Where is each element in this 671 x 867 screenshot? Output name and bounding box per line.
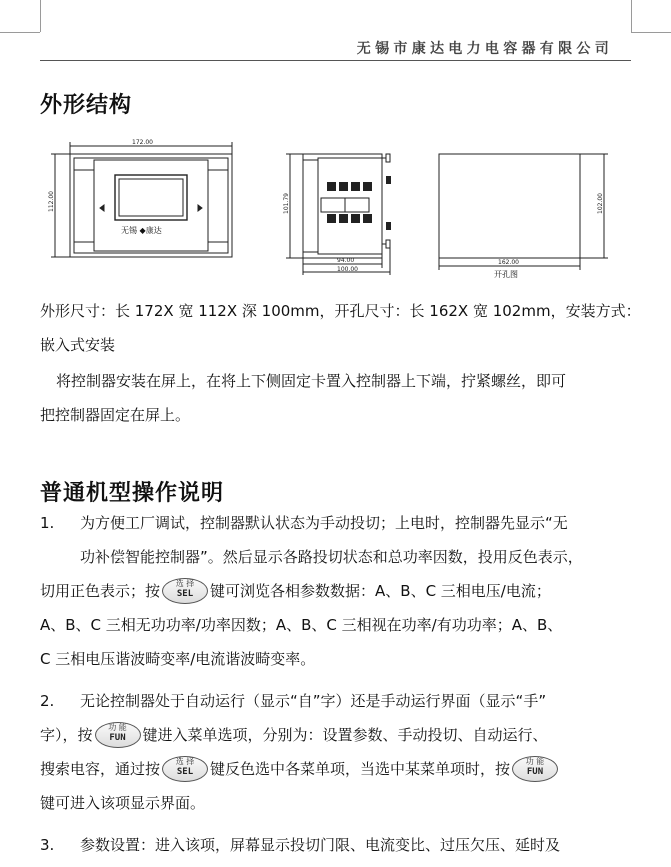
section-title-dimensions: 外形结构 <box>40 92 133 118</box>
cutout-caption: 开孔图 <box>494 270 518 279</box>
side-height-label: 101.79 <box>283 193 290 214</box>
crop-mark <box>631 32 671 33</box>
front-view-drawing <box>51 142 232 257</box>
cutout-height-label: 102.00 <box>597 193 604 214</box>
dimension-drawings <box>0 130 671 320</box>
fun-key-top-label: 功 能 <box>108 723 127 732</box>
text-line: 把控制器固定在屏上。 <box>40 406 191 424</box>
text-fragment: 搜索电容，通过按 <box>40 760 161 778</box>
text-line: 参数设置：进入该项，屏幕显示投切门限、电流变比、过压欠压、延时及 <box>80 836 561 854</box>
front-height-label: 112.00 <box>48 191 55 212</box>
text-line: A、B、C 三相无功功率/功率因数；A、B、C 三相视在功率/有功功率；A、B、 <box>40 616 563 634</box>
dimensions-paragraph <box>40 294 640 362</box>
sel-key-top-label: 选 择 <box>175 757 195 766</box>
sel-key-icon <box>162 578 208 604</box>
text-line: 键可进入该项显示界面。 <box>40 794 206 812</box>
list-number: 2. <box>40 692 55 710</box>
fun-key-icon <box>95 722 141 748</box>
text-fragment: 键反色选中各菜单项，当选中某菜单项时，按 <box>210 760 511 778</box>
text-fragment: 切用正色表示；按 <box>40 582 161 600</box>
cutout-width-label: 162.00 <box>498 259 519 266</box>
text-line: 功补偿智能控制器”。然后显示各路投切状态和总功率因数，投用反色表示， <box>80 548 583 566</box>
list-item <box>80 828 640 862</box>
text-line: 将控制器安装在屏上，在将上下侧固定卡置入控制器上下端，拧紧螺丝，即可 <box>56 372 567 390</box>
cutout-drawing <box>439 154 608 270</box>
company-header: 无锡市康达电力电容器有限公司 <box>356 41 613 57</box>
header-rule <box>40 60 631 61</box>
fun-key-bottom-label: FUN <box>109 733 126 743</box>
text-line: 无论控制器处于自动运行（显示“自”字）还是手动运行界面（显示“手” <box>80 692 547 710</box>
crop-mark <box>40 0 41 32</box>
text-line <box>40 752 640 786</box>
list-number: 3. <box>40 836 55 854</box>
sel-key-bottom-label: SEL <box>176 589 194 599</box>
fun-key-top-label: 功 能 <box>525 757 545 766</box>
text-fragment: 字），按 <box>40 726 93 744</box>
fun-key-icon <box>512 756 558 782</box>
list-item <box>40 506 640 676</box>
text-line: 为方便工厂调试，控制器默认状态为手动投切；上电时，控制器先显示“无 <box>80 514 568 532</box>
sel-key-icon <box>162 756 208 782</box>
text-line <box>40 574 640 608</box>
crop-mark <box>631 0 632 32</box>
fun-key-bottom-label: FUN <box>526 767 544 777</box>
side-depth1-label: 94.00 <box>337 257 355 264</box>
text-line <box>40 718 640 752</box>
front-logo-text: 无锡 ◆康达 <box>121 226 162 235</box>
crop-mark <box>0 32 40 33</box>
text-line: 嵌入式安装 <box>40 336 116 354</box>
installation-paragraph <box>40 364 640 432</box>
side-depth2-label: 100.00 <box>337 266 358 273</box>
text-fragment: 键进入菜单选项，分别为：设置参数、手动投切、自动运行、 <box>142 726 548 744</box>
text-fragment: 键可浏览各相参数数据：A、B、C 三相电压/电流； <box>210 582 551 600</box>
text-line: C 三相电压谐波畸变率/电流谐波畸变率。 <box>40 650 316 668</box>
front-width-label: 172.00 <box>132 139 153 146</box>
sel-key-bottom-label: SEL <box>176 767 194 777</box>
sel-key-top-label: 选 择 <box>175 579 195 588</box>
text-line: 外形尺寸：长 172X 宽 112X 深 100mm，开孔尺寸：长 162X 宽 102mm，安装方式： <box>40 302 641 320</box>
list-item <box>40 684 640 820</box>
list-number: 1. <box>40 514 55 532</box>
section-title-operation: 普通机型操作说明 <box>40 480 225 506</box>
